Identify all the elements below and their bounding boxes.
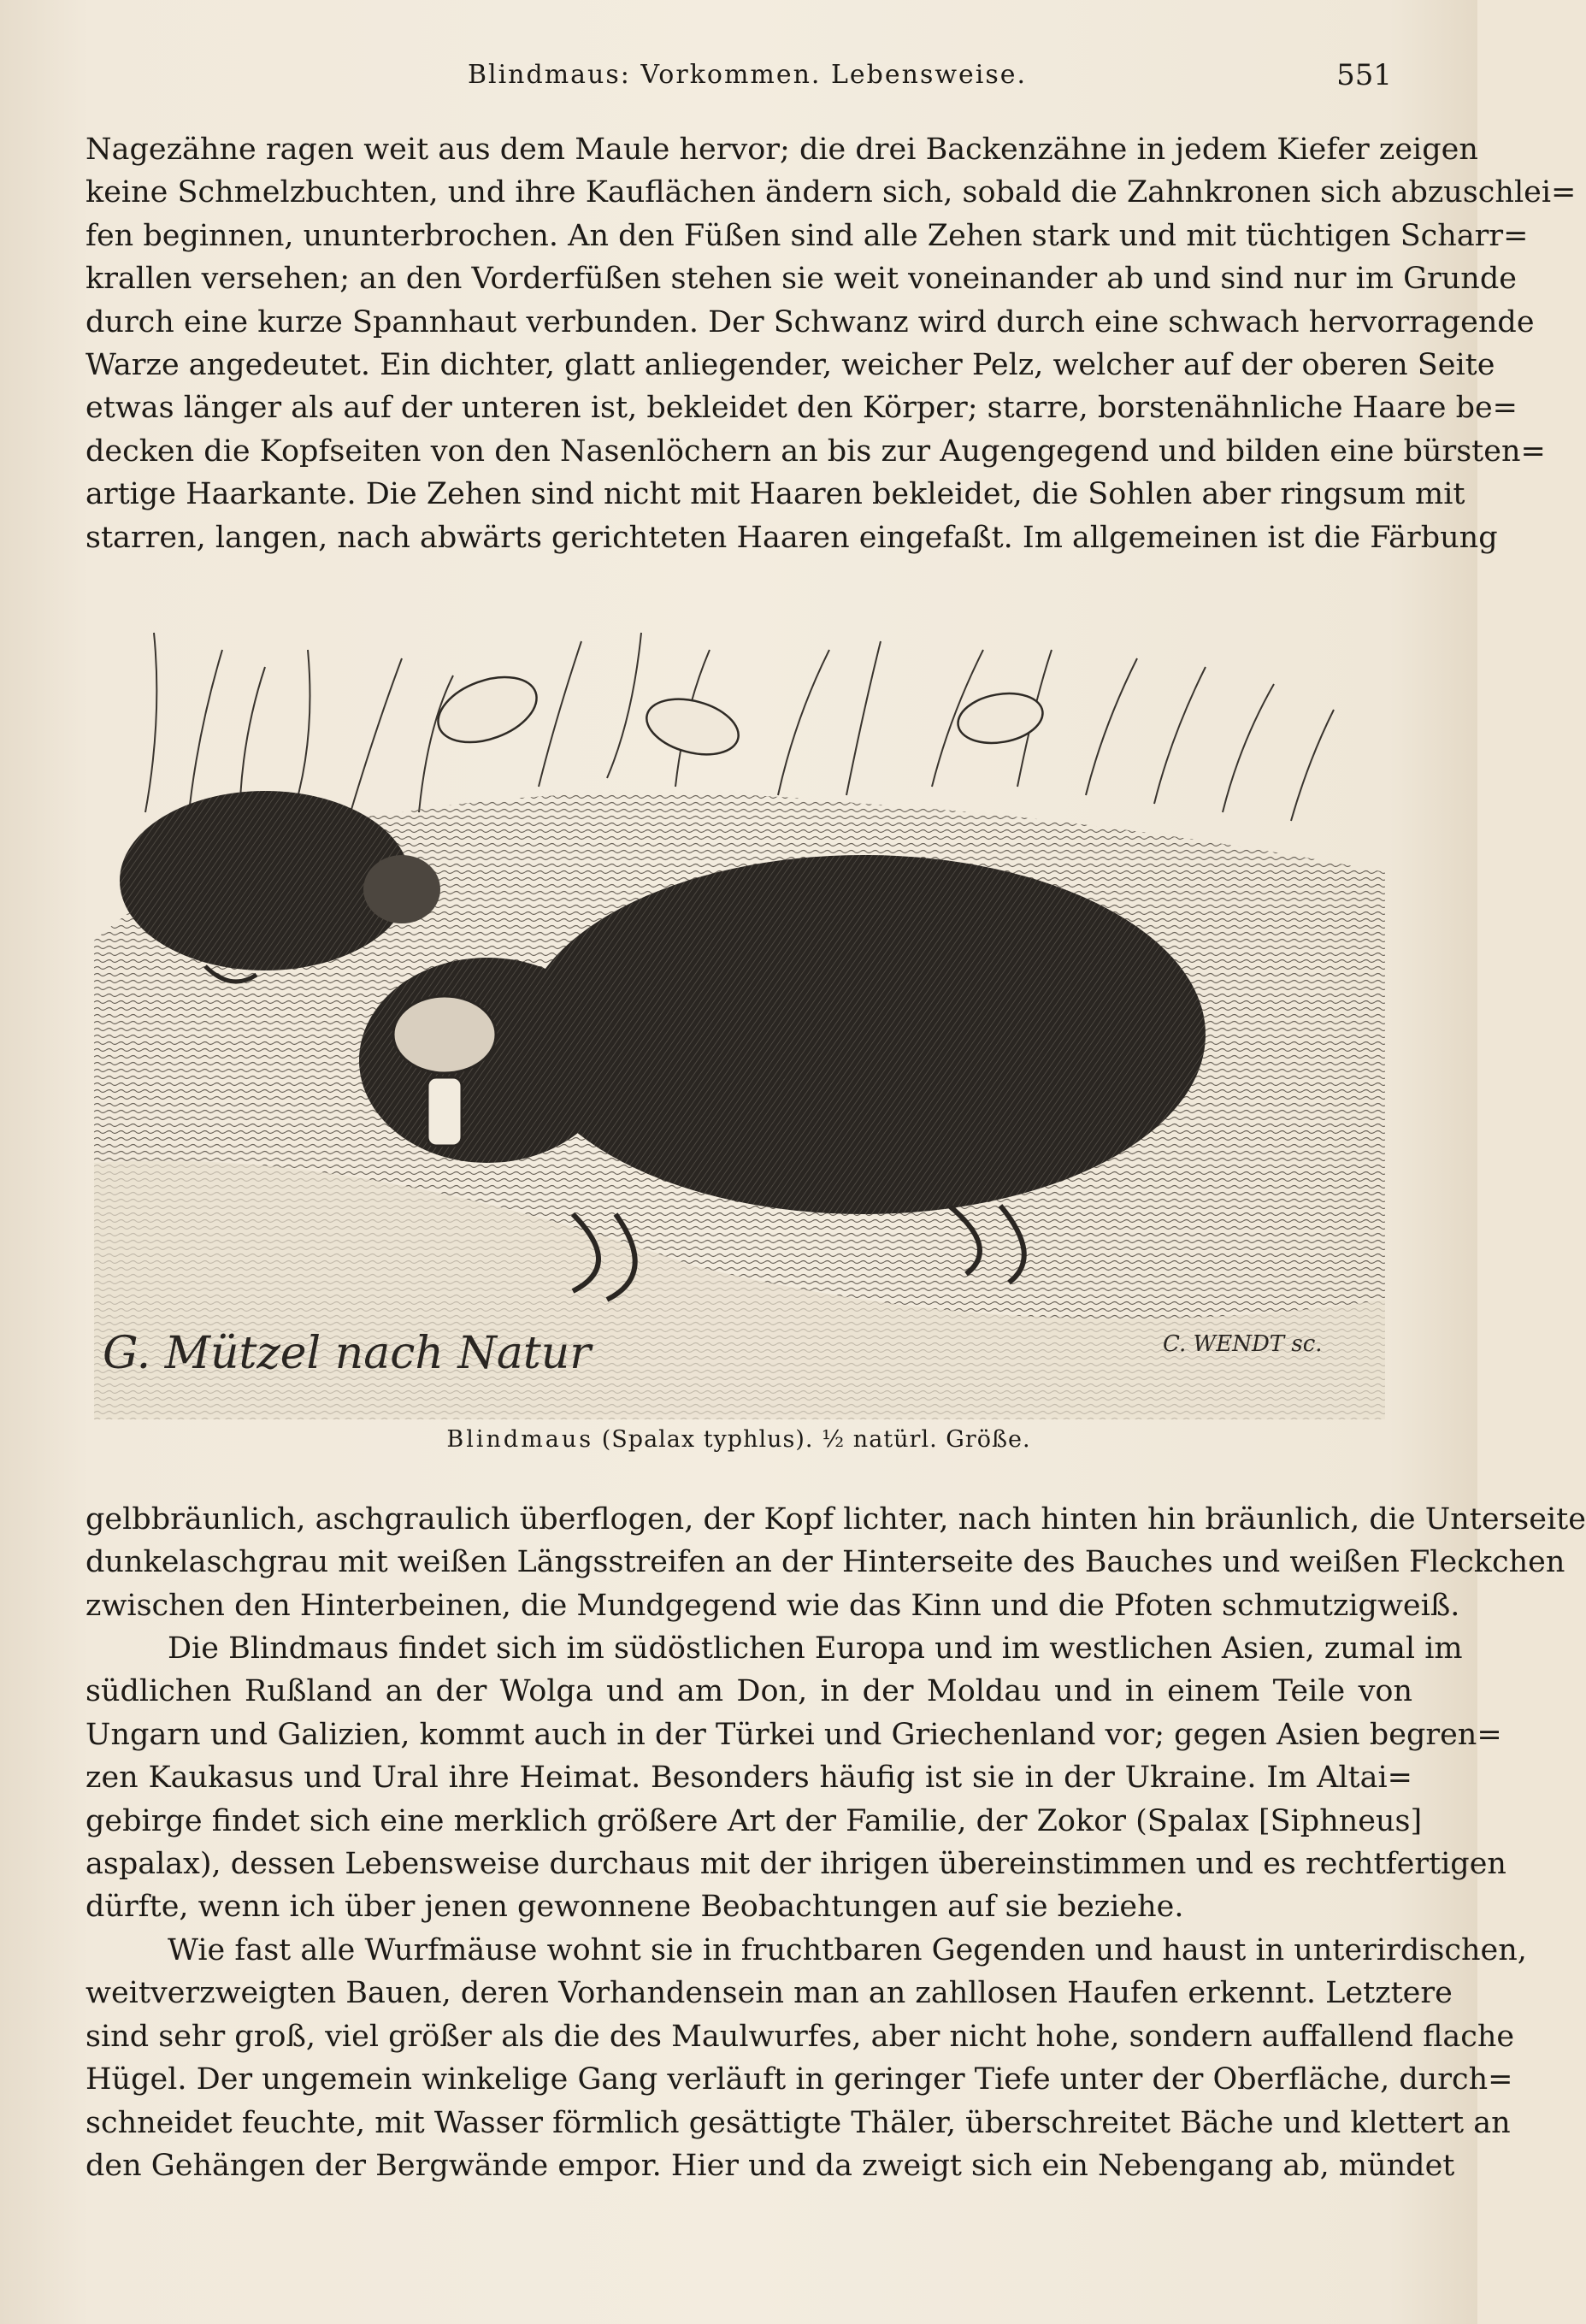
figure-caption: [0, 1426, 1477, 1453]
paragraph-bottom: [85, 1498, 1586, 1627]
paragraph-top: [85, 128, 1577, 559]
text-line: zen Kaukasus und Ural ihre Heimat. Besonders häufig ist sie in der Ukraine. Im Altai=: [85, 1761, 1412, 1796]
text-line: sind sehr groß, viel größer als die des Maulwurfes, aber nicht hohe, sondern auffallend flache: [85, 2019, 1515, 2054]
caption-detail: (Spalax typhlus). ½ natürl. Größe.: [601, 1426, 1031, 1453]
text-line: decken die Kopfseiten von den Nasenlöchern an bis zur Augengegend und bilden eine bürsten=: [85, 434, 1546, 469]
text-line: starren, langen, nach abwärts gerichteten Haaren eingefaßt. Im allgemeinen ist die Färbung: [85, 520, 1498, 555]
text-line: Wie fast alle Wurfmäuse wohnt sie in fruchtbaren Gegenden und haust in unterirdischen,: [168, 1933, 1527, 1967]
text-line: gebirge findet sich eine merklich größere Art der Familie, der Zokor (Spalax [Siphneus]: [85, 1803, 1423, 1838]
text-line: Hügel. Der ungemein winkelige Gang verläuft in geringer Tiefe unter der Oberfläche, durch=: [85, 2062, 1513, 2097]
page-number: 551: [1336, 58, 1392, 92]
text-line: gelbbräunlich, aschgraulich überflogen, der Kopf lichter, nach hinten hin bräunlich, die Unterseite: [85, 1502, 1586, 1537]
text-line: etwas länger als auf der unteren ist, bekleidet den Körper; starre, borstenähnliche Haare be=: [85, 391, 1518, 426]
text-line: südlichen Rußland an der Wolga und am Don, in der Moldau und in einem Teile von: [85, 1674, 1412, 1709]
text-line: krallen versehen; an den Vorderfüßen stehen sie weit voneinander ab und sind nur im Grunde: [85, 262, 1517, 297]
text-line: durch eine kurze Spannhaut verbunden. Der Schwanz wird durch eine schwach hervorragende: [85, 304, 1535, 339]
text-line: Ungarn und Galizien, kommt auch in der Türkei und Griechenland vor; gegen Asien begren=: [85, 1717, 1502, 1752]
page-header: [85, 51, 1409, 103]
text-line: dunkelaschgrau mit weißen Längsstreifen an der Hinterseite des Bauches und weißen Fleckchen: [85, 1545, 1565, 1580]
running-head: Blindmaus: Vorkommen. Lebensweise.: [467, 60, 1028, 90]
artist-signature: G. Mützel nach Natur: [103, 1328, 592, 1379]
text-line: artige Haarkante. Die Zehen sind nicht mit Haaren bekleidet, die Sohlen aber ringsum mit: [85, 477, 1465, 512]
text-line: Warze angedeutet. Ein dichter, glatt anliegender, weicher Pelz, welcher auf der oberen Seite: [85, 348, 1495, 383]
engraver-signature: C. WENDT sc.: [1163, 1331, 1323, 1357]
engraving-illustration: [94, 616, 1385, 1419]
text-line: fen beginnen, ununterbrochen. An den Füßen sind alle Zehen stark und mit tüchtigen Scharr=: [85, 218, 1529, 253]
text-line: Die Blindmaus findet sich im südöstlichen Europa und im westlichen Asien, zumal im: [168, 1631, 1463, 1666]
blind-mole-rat-engraving: [94, 616, 1385, 1419]
paragraph-habitat: [85, 1929, 1527, 2187]
caption-name: Blindmaus: [446, 1426, 594, 1453]
text-line: keine Schmelzbuchten, und ihre Kauflächen ändern sich, sobald die Zahnkronen sich abzuschlei=: [85, 175, 1577, 210]
paragraph-distribution: [85, 1627, 1506, 1929]
text-line: Nagezähne ragen weit aus dem Maule hervor; die drei Backenzähne in jedem Kiefer zeigen: [85, 133, 1478, 167]
text-line: den Gehängen der Bergwände empor. Hier und da zweigt sich ein Nebengang ab, mündet: [85, 2149, 1455, 2184]
text-line: zwischen den Hinterbeinen, die Mundgegend wie das Kinn und die Pfoten schmutzigweiß.: [85, 1588, 1460, 1623]
text-line: weitverzweigten Bauen, deren Vorhandensein man an zahllosen Haufen erkennt. Letztere: [85, 1976, 1453, 2011]
text-line: dürfte, wenn ich über jenen gewonnene Beobachtungen auf sie beziehe.: [85, 1890, 1184, 1925]
text-line: schneidet feuchte, mit Wasser förmlich gesättigte Thäler, überschreitet Bäche und klettert an: [85, 2105, 1511, 2140]
text-line: aspalax), dessen Lebensweise durchaus mit der ihrigen übereinstimmen und es rechtfertigen: [85, 1847, 1506, 1882]
